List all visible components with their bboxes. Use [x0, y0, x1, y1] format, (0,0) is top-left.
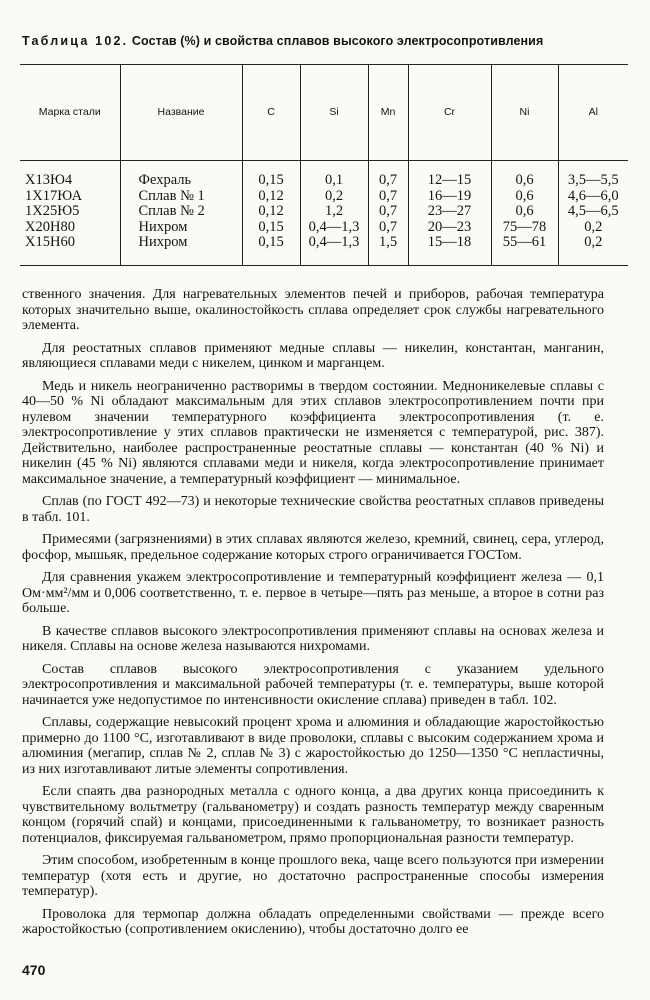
- header-name: Название: [120, 65, 242, 161]
- cell-al: 4,6—6,0: [558, 189, 628, 205]
- table-row: [20, 235, 628, 265]
- paragraph: В качестве сплавов высокого электросопротивления применяют сплавы на основах железа и никеля. Сплавы на основе железа называются нихромами.: [22, 623, 604, 654]
- paragraph: Если спаять два разнородных металла с одного конца, а два других конца присоединить к чувствительному вольтметру (гальванометру) и создать разность температур между сваренным концом (горячий спай) и концами, присоединенными к гальванометру, то возникает разность потенциалов, фиксируемая гальванометром, прямо пропорциональная разности температур.: [22, 784, 604, 846]
- cell-si: 0,2: [300, 189, 368, 205]
- cell-si: 0,1: [300, 161, 368, 189]
- header-ni: Ni: [491, 65, 558, 161]
- cell-si: 0,4—1,3: [300, 220, 368, 236]
- paragraph: Проволока для термопар должна обладать определенными свойствами — прежде всего жаростойкостью (сопротивлением окислению), чтобы достаточно долго ее: [22, 906, 604, 937]
- table-row: [20, 204, 628, 220]
- table-caption-text: Состав (%) и свойства сплавов высокого электросопротивления: [131, 34, 544, 48]
- header-grade: Марка стали: [20, 65, 120, 161]
- cell-cr: 20—23: [408, 220, 491, 236]
- paragraph: Медь и никель неограниченно растворимы в твердом состоянии. Медноникелевые сплавы с 40—50 % Ni обладают максимальным для этих сплавов электросопротивлением почти при нулевом значении температурного коэффициента электросопротивления (т. е. электросопротивление у этих сплавов практически не изменяется с температурой, рис. 387). Действительно, наиболее распространенные реостатные сплавы — константан (40 % Ni) и никелин (45 % Ni) являются сплавами меди и никеля, когда электросопротивление принимает максимальное значение, а температурный коэффициент — минимальное.: [22, 378, 604, 487]
- header-si: Si: [300, 65, 368, 161]
- paragraph: Для реостатных сплавов применяют медные сплавы — никелин, константан, манганин, являющиеся сплавами меди с никелем, цинком и марганцем.: [22, 340, 604, 371]
- table-row: [20, 189, 628, 205]
- cell-name: Фехраль: [120, 161, 242, 189]
- cell-si: 0,4—1,3: [300, 235, 368, 265]
- paragraph: Этим способом, изобретенным в конце прошлого века, чаще всего пользуются при измерении температур (хотя есть и другие, но достаточно распространенные способы измерения температур).: [22, 853, 604, 899]
- cell-c: 0,12: [242, 204, 300, 220]
- cell-name: Нихром: [120, 235, 242, 265]
- cell-ni: 0,6: [491, 189, 558, 205]
- cell-grade: Х20Н80: [25, 218, 75, 235]
- cell-cr: 15—18: [408, 235, 491, 265]
- paragraph: ственного значения. Для нагревательных элементов печей и приборов, рабочая температура которых значительно выше, окалиностойкость сплава определяет срок службы нагревательного элемента.: [22, 287, 604, 333]
- cell-al: 3,5—5,5: [558, 161, 628, 189]
- page-number: 470: [22, 962, 46, 978]
- table-row: [20, 161, 628, 189]
- cell-grade: 1Х25Ю5: [25, 203, 80, 219]
- cell-grade: Х15Н60: [20, 235, 120, 265]
- cell-ni: 75—78: [491, 220, 558, 236]
- cell-al: 0,2: [558, 235, 628, 265]
- body-text: [22, 287, 604, 945]
- paragraph: Сплав (по ГОСТ 492—73) и некоторые технические свойства реостатных сплавов приведены в табл. 101.: [22, 494, 604, 525]
- header-al: Al: [558, 65, 628, 161]
- cell-mn: 0,7: [368, 161, 408, 189]
- table-row: [20, 220, 628, 236]
- cell-cr: 16—19: [408, 189, 491, 205]
- cell-ni: 0,6: [491, 161, 558, 189]
- cell-ni: 0,6: [491, 204, 558, 220]
- header-cr: Cr: [408, 65, 491, 161]
- cell-grade: 1Х17ЮА: [25, 187, 83, 204]
- cell-c: 0,15: [242, 161, 300, 189]
- cell-mn: 0,7: [368, 189, 408, 205]
- paragraph: Состав сплавов высокого электросопротивления с указанием удельного электросопротивления и максимальной рабочей температуры (т. е. температуры, выше которой начинается уже недопустимое по интенсивности окисление сплава) приведен в табл. 102.: [22, 661, 604, 708]
- paragraph: Для сравнения укажем электросопротивление и температурный коэффициент железа — 0,1 Ом·мм²/мм и 0,006 соответственно, т. е. первое в четыре—пять раз меньше, а второе в сотни раз больше.: [22, 570, 604, 616]
- table-header-row: [20, 65, 628, 161]
- header-c: C: [242, 65, 300, 161]
- cell-mn: 0,7: [368, 204, 408, 220]
- alloy-composition-table: [20, 64, 628, 266]
- cell-si: 1,2: [300, 204, 368, 220]
- paragraph: Сплавы, содержащие невысокий процент хрома и алюминия и обладающие жаростойкостью примерно до 1100 °С, изготавливают в виде проволоки, сплавы с высоким содержанием хрома и алюминия (мегапир, сплав № 2, сплав № 3) с жаростойкостью до 1250—1350 °С непластичны, из них изготавливают литые элементы сопротивления.: [22, 715, 604, 777]
- cell-al: 4,5—6,5: [558, 204, 628, 220]
- cell-c: 0,15: [242, 235, 300, 265]
- cell-cr: 23—27: [408, 204, 491, 220]
- header-mn: Mn: [368, 65, 408, 161]
- cell-c: 0,15: [242, 220, 300, 236]
- paragraph: Примесями (загрязнениями) в этих сплавах являются железо, кремний, свинец, сера, углерод, фосфор, мышьяк, предельное содержание которых строго ограничивается ГОСТом.: [22, 532, 604, 563]
- cell-al: 0,2: [558, 220, 628, 236]
- cell-grade: Х13Ю4: [25, 172, 73, 188]
- cell-mn: 1,5: [368, 235, 408, 265]
- cell-ni: 55—61: [491, 235, 558, 265]
- table-caption: [22, 34, 632, 48]
- table-caption-label: Таблица 102.: [22, 34, 129, 48]
- cell-mn: 0,7: [368, 220, 408, 236]
- cell-cr: 12—15: [408, 161, 491, 189]
- cell-c: 0,12: [242, 189, 300, 205]
- cell-name: Сплав № 2: [120, 204, 242, 220]
- cell-name: Нихром: [120, 220, 242, 236]
- cell-name: Сплав № 1: [120, 189, 242, 205]
